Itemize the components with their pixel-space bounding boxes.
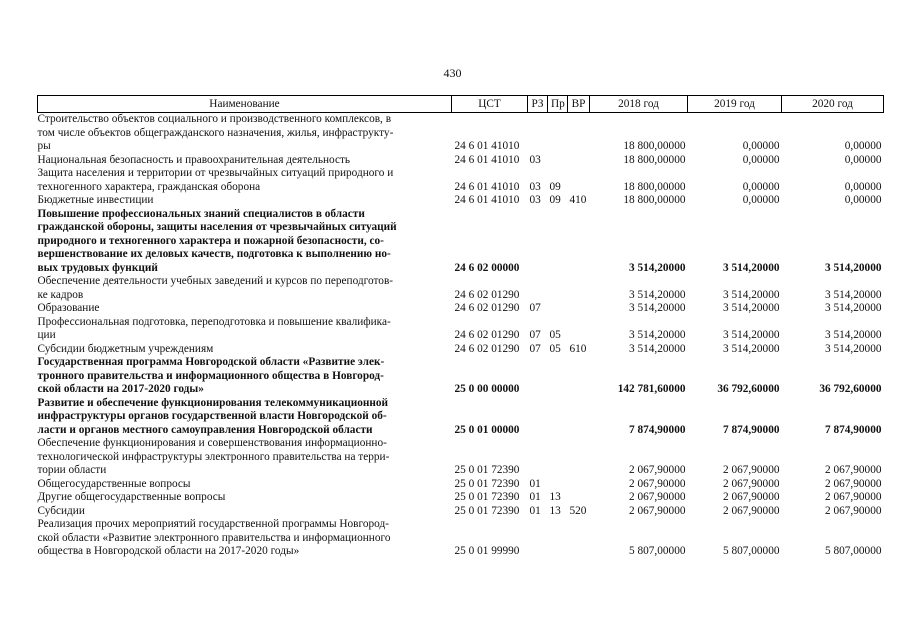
row-2018: 2 067,90000 xyxy=(629,491,686,503)
row-2020: 3 514,20000 xyxy=(825,342,882,355)
row-name xyxy=(38,491,452,505)
row-vr: 520 xyxy=(569,504,587,517)
table-row xyxy=(38,505,884,519)
row-name-line: технологической инфраструктуры электронного правительства на терри- xyxy=(37,450,390,463)
row-cst: 24 6 02 01290 xyxy=(454,329,520,341)
row-2019: 0,00000 xyxy=(742,140,780,152)
row-2020: 3 514,20000 xyxy=(825,302,882,314)
row-pr: 09 xyxy=(549,180,561,193)
row-2019: 36 792,60000 xyxy=(717,383,780,395)
header-2018: 2018 год xyxy=(590,96,688,113)
row-2018: 3 514,20000 xyxy=(629,261,686,274)
row-pr xyxy=(548,113,568,154)
row-name-line: Образование xyxy=(37,302,100,314)
row-rz xyxy=(528,208,548,276)
row-pr xyxy=(548,208,568,276)
row-name xyxy=(38,316,452,343)
row-name xyxy=(38,167,452,194)
row-name-line: Развитие и обеспечение функционирования телекоммуникационной xyxy=(37,396,389,409)
row-cst: 24 6 01 41010 xyxy=(454,180,520,193)
row-rz xyxy=(528,356,548,397)
row-2018: 142 781,60000 xyxy=(617,383,686,395)
row-name-line: ской области «Развитие электронного правительства и информационного xyxy=(37,531,391,544)
row-2018: 3 514,20000 xyxy=(629,329,686,341)
row-name-line: природного и техногенного характера и пожарной безопасности, со- xyxy=(37,234,384,247)
row-vr xyxy=(568,316,590,343)
row-2020: 0,00000 xyxy=(844,180,882,193)
header-2020: 2020 год xyxy=(782,96,884,113)
row-2018: 2 067,90000 xyxy=(629,464,686,476)
row-2020: 2 067,90000 xyxy=(825,477,882,490)
row-name-line: Субсидии бюджетным учреждениям xyxy=(37,342,214,355)
row-cst: 25 0 01 72390 xyxy=(454,477,520,490)
row-name xyxy=(38,397,452,438)
row-2020: 36 792,60000 xyxy=(819,383,882,395)
row-2019: 0,00000 xyxy=(742,153,780,166)
row-2018: 18 800,00000 xyxy=(623,153,686,166)
row-2020: 3 514,20000 xyxy=(825,261,882,274)
table-body xyxy=(38,113,884,559)
row-name-line: техногенного характера, гражданская оборона xyxy=(37,180,261,193)
row-2019: 2 067,90000 xyxy=(723,477,780,490)
row-name-line: Субсидии xyxy=(37,504,85,517)
table-row xyxy=(38,275,884,302)
row-vr xyxy=(568,302,590,316)
row-vr xyxy=(568,167,590,194)
row-2018: 18 800,00000 xyxy=(623,140,686,152)
table-row xyxy=(38,194,884,208)
row-2018: 3 514,20000 xyxy=(629,342,686,355)
row-name-line: Профессиональная подготовка, переподготовка и повышение квалифика- xyxy=(37,315,391,328)
row-pr: 13 xyxy=(549,504,561,517)
row-rz: 07 xyxy=(529,342,541,355)
row-name xyxy=(38,478,452,492)
row-2020: 3 514,20000 xyxy=(825,288,882,301)
row-name-line: вершенствование их деловых качеств, подготовка к выполнению но- xyxy=(37,248,391,260)
row-vr xyxy=(568,154,590,168)
row-pr xyxy=(548,478,568,492)
row-name-line: вых трудовых функций xyxy=(37,261,158,274)
row-name-line: тронного правительства и информационного общества в Новгород- xyxy=(37,369,384,382)
row-pr xyxy=(548,154,568,168)
row-name xyxy=(38,275,452,302)
row-2018: 2 067,90000 xyxy=(629,504,686,517)
row-name xyxy=(38,437,452,478)
row-name xyxy=(38,113,452,154)
row-rz: 03 xyxy=(529,153,541,166)
row-vr xyxy=(568,491,590,505)
row-name xyxy=(38,154,452,168)
row-2019: 0,00000 xyxy=(742,194,780,206)
row-rz: 01 xyxy=(529,504,541,517)
row-cst: 24 6 01 41010 xyxy=(454,194,520,206)
row-2019: 3 514,20000 xyxy=(723,302,780,314)
row-2019: 2 067,90000 xyxy=(723,491,780,503)
row-cst: 24 6 02 01290 xyxy=(454,302,520,314)
table-row xyxy=(38,302,884,316)
row-rz xyxy=(528,275,548,302)
row-vr xyxy=(568,356,590,397)
row-name-line: Защита населения и территории от чрезвычайных ситуаций природного и xyxy=(37,167,394,179)
row-rz xyxy=(528,518,548,559)
row-2019: 3 514,20000 xyxy=(723,342,780,355)
row-vr xyxy=(568,437,590,478)
row-pr: 09 xyxy=(549,194,561,206)
row-2020: 0,00000 xyxy=(844,140,882,152)
row-name-line: ской области на 2017-2020 годы» xyxy=(37,383,204,395)
row-vr xyxy=(568,208,590,276)
row-vr xyxy=(568,113,590,154)
row-2020: 3 514,20000 xyxy=(825,329,882,341)
table-row xyxy=(38,478,884,492)
row-vr: 410 xyxy=(569,194,587,206)
row-pr xyxy=(548,275,568,302)
row-2019: 5 807,00000 xyxy=(723,545,780,557)
row-name-line: тории области xyxy=(37,464,107,476)
header-vr: ВР xyxy=(568,96,590,113)
row-2020: 0,00000 xyxy=(844,153,882,166)
table-row xyxy=(38,397,884,438)
row-name-line: Реализация прочих мероприятий государственной программы Новгород- xyxy=(37,518,389,530)
row-name-line: Обеспечение функционирования и совершенствования информационно- xyxy=(37,437,387,449)
row-pr: 05 xyxy=(549,329,561,341)
row-2020: 2 067,90000 xyxy=(825,504,882,517)
table-row xyxy=(38,113,884,154)
row-name-line: Государственная программа Новгородской области «Развитие элек- xyxy=(37,356,385,368)
row-name-line: Общегосударственные вопросы xyxy=(37,477,191,490)
row-rz xyxy=(528,113,548,154)
header-cst: ЦСТ xyxy=(452,96,528,113)
row-2018: 7 874,90000 xyxy=(629,423,686,436)
row-2019: 2 067,90000 xyxy=(723,504,780,517)
row-cst: 24 6 02 00000 xyxy=(454,261,520,274)
row-cst: 25 0 01 72390 xyxy=(454,504,520,517)
row-name-line: Национальная безопасность и правоохранительная деятельность xyxy=(37,153,351,166)
row-2020: 2 067,90000 xyxy=(825,464,882,476)
table-row xyxy=(38,316,884,343)
row-2019: 3 514,20000 xyxy=(723,261,780,274)
row-cst: 24 6 02 01290 xyxy=(454,288,520,301)
row-2019: 7 874,90000 xyxy=(723,423,780,436)
table-row xyxy=(38,343,884,357)
row-2018: 2 067,90000 xyxy=(629,477,686,490)
row-name-line: гражданской обороны, защиты населения от чрезвычайных ситуаций xyxy=(37,221,397,233)
row-cst: 25 0 00 00000 xyxy=(454,383,520,395)
row-rz: 07 xyxy=(529,329,541,341)
row-name xyxy=(38,505,452,519)
header-name: Наименование xyxy=(38,96,452,113)
row-cst: 25 0 01 72390 xyxy=(454,464,520,476)
row-rz xyxy=(528,437,548,478)
row-rz: 01 xyxy=(529,477,541,490)
row-rz: 03 xyxy=(529,194,541,206)
row-2018: 3 514,20000 xyxy=(629,302,686,314)
row-name-line: Строительство объектов социального и производственного комплексов, в xyxy=(37,113,392,125)
row-name-line: Другие общегосударственные вопросы xyxy=(37,491,226,503)
row-pr xyxy=(548,356,568,397)
row-pr xyxy=(548,302,568,316)
row-pr: 05 xyxy=(549,342,561,355)
row-2018: 18 800,00000 xyxy=(623,194,686,206)
row-pr: 13 xyxy=(549,491,561,503)
row-vr xyxy=(568,478,590,492)
header-rz: РЗ xyxy=(528,96,548,113)
row-cst: 25 0 01 72390 xyxy=(454,491,520,503)
table-row xyxy=(38,167,884,194)
row-name-line: ры xyxy=(37,140,51,152)
table-header-row xyxy=(38,96,884,113)
table-row xyxy=(38,518,884,559)
header-2019: 2019 год xyxy=(688,96,782,113)
row-vr: 610 xyxy=(569,342,587,355)
row-rz: 07 xyxy=(529,302,541,314)
row-rz: 01 xyxy=(529,491,541,503)
row-vr xyxy=(568,397,590,438)
row-2019: 0,00000 xyxy=(742,180,780,193)
row-2020: 5 807,00000 xyxy=(825,545,882,557)
row-name xyxy=(38,356,452,397)
row-name-line: инфраструктуры органов государственной власти Новгородской об- xyxy=(37,410,387,422)
row-vr xyxy=(568,275,590,302)
row-name-line: Повышение профессиональных знаний специалистов в области xyxy=(37,207,365,220)
row-2020: 7 874,90000 xyxy=(825,423,882,436)
table-row xyxy=(38,491,884,505)
header-pr: Пр xyxy=(548,96,568,113)
row-2019: 3 514,20000 xyxy=(723,329,780,341)
row-name xyxy=(38,518,452,559)
row-name xyxy=(38,194,452,208)
table-row xyxy=(38,356,884,397)
row-cst: 24 6 01 41010 xyxy=(454,140,520,152)
row-name-line: ке кадров xyxy=(37,288,84,301)
table-row xyxy=(38,208,884,276)
row-cst: 24 6 02 01290 xyxy=(454,342,520,355)
row-name-line: том числе объектов общегражданского назначения, жилья, инфраструкту- xyxy=(37,126,394,139)
row-2019: 2 067,90000 xyxy=(723,464,780,476)
row-pr xyxy=(548,437,568,478)
row-pr xyxy=(548,397,568,438)
row-name xyxy=(38,208,452,276)
page-number: 430 xyxy=(443,66,462,80)
row-rz: 03 xyxy=(529,180,541,193)
row-name xyxy=(38,343,452,357)
row-name-line: Бюджетные инвестиции xyxy=(37,194,154,206)
row-name xyxy=(38,302,452,316)
row-2020: 0,00000 xyxy=(844,194,882,206)
row-cst: 25 0 01 99990 xyxy=(454,545,520,557)
row-name-line: Обеспечение деятельности учебных заведений и курсов по переподготов- xyxy=(37,275,394,287)
row-rz xyxy=(528,397,548,438)
row-2019: 3 514,20000 xyxy=(723,288,780,301)
row-name-line: общества в Новгородской области на 2017-2020 годы» xyxy=(37,545,300,557)
row-2018: 5 807,00000 xyxy=(629,545,686,557)
row-name-line: ласти и органов местного самоуправления Новгородской области xyxy=(37,423,373,436)
row-pr xyxy=(548,518,568,559)
row-vr xyxy=(568,518,590,559)
row-2018: 3 514,20000 xyxy=(629,288,686,301)
table-row xyxy=(38,437,884,478)
row-name-line: ции xyxy=(37,329,56,341)
budget-table xyxy=(37,95,884,559)
table-row xyxy=(38,154,884,168)
row-2020: 2 067,90000 xyxy=(825,491,882,503)
row-cst: 24 6 01 41010 xyxy=(454,153,520,166)
row-2018: 18 800,00000 xyxy=(623,180,686,193)
row-cst: 25 0 01 00000 xyxy=(454,423,520,436)
